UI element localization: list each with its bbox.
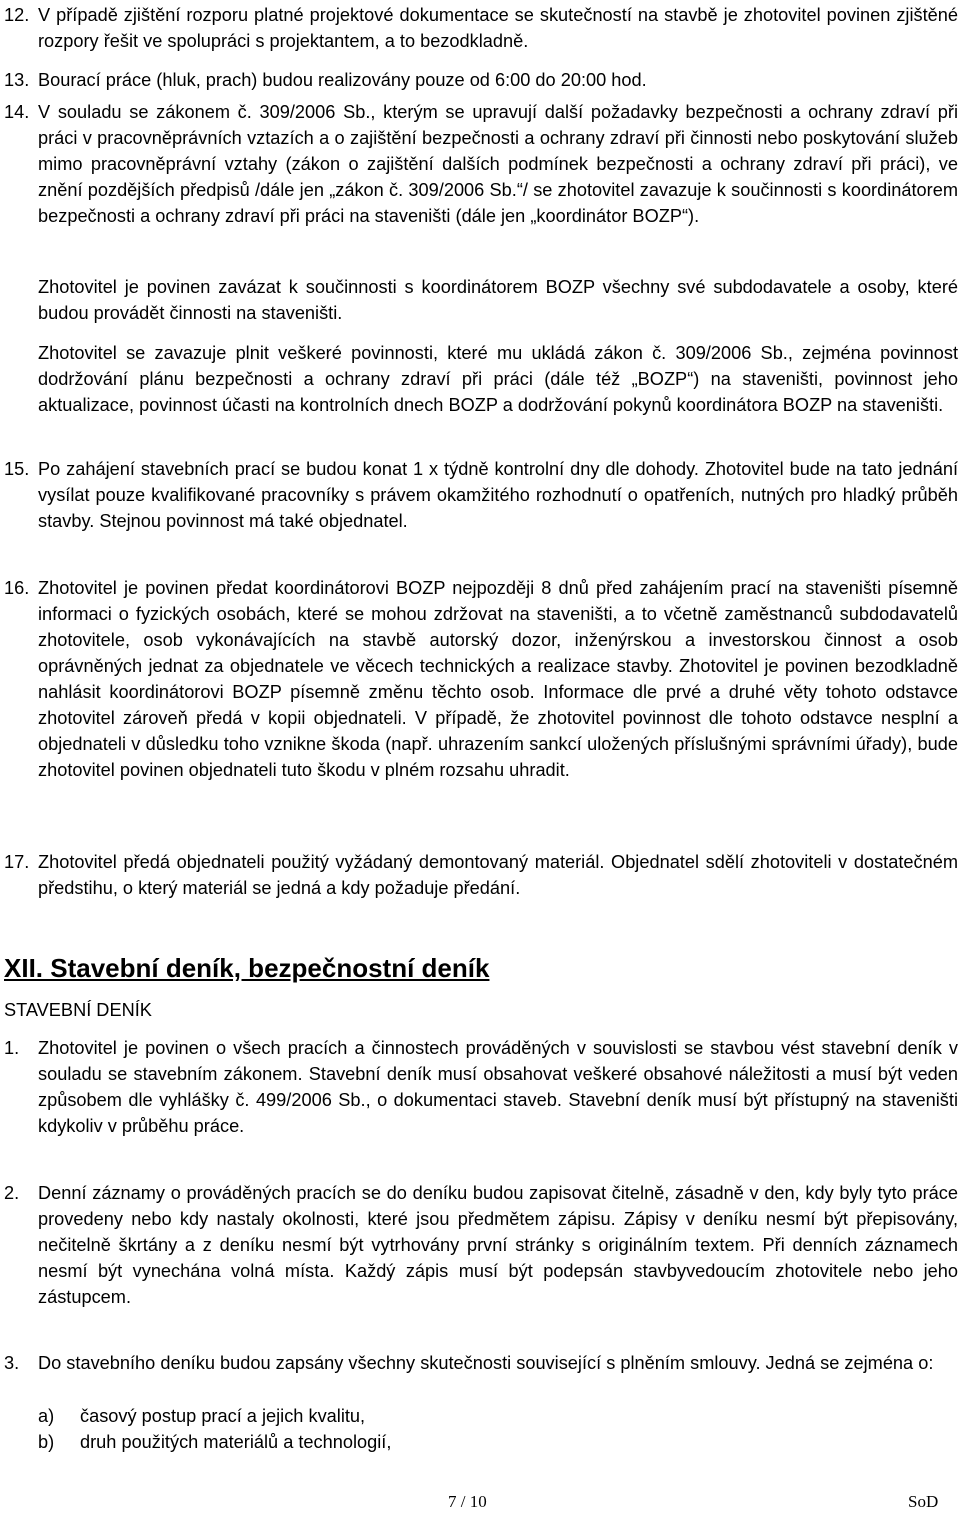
clause-text: Zhotovitel předá objednateli použitý vyžádaný demontovaný materiál. Objednatel sdělí zhotoviteli v dostatečném předstihu, o který materiál se jedná a kdy požaduje předání.: [38, 852, 958, 898]
section-heading: XII. Stavební deník, bezpečnostní deník: [4, 953, 490, 983]
clause-number: 1.: [4, 1038, 20, 1058]
clause-text: Do stavebního deníku budou zapsány všechny skutečnosti související s plněním smlouvy. Jedná se zejména o:: [38, 1353, 934, 1373]
diary-clause-3: [4, 1350, 958, 1376]
clause-text: Bourací práce (hluk, prach) budou realizovány pouze od 6:00 do 20:00 hod.: [38, 70, 647, 90]
clause-text: V případě zjištění rozporu platné projektové dokumentace se skutečností na stavbě je zhotovitel povinen zjištěné rozpory řešit ve spolupráci s projektantem, a to bezodkladně.: [38, 5, 958, 51]
clause-number: 15.: [4, 459, 30, 479]
clause-number: 17.: [4, 852, 30, 872]
clause-number: 12.: [4, 5, 30, 25]
clause-14-paragraph-3: Zhotovitel se zavazuje plnit veškeré povinnosti, které mu ukládá zákon č. 309/2006 Sb., zejména povinnost dodržování plánu bezpečnosti a ochrany zdraví při práci (dále též „BOZP“) na staveništi, povinnost jeho aktualizace, povinnost účasti na kontrolních dnech BOZP a dodržování pokynů koordinátora BOZP na staveništi.: [38, 343, 958, 415]
document-abbreviation: SoD: [908, 1492, 939, 1511]
clause-14-paragraph-2: Zhotovitel je povinen zavázat k součinnosti s koordinátorem BOZP všechny své subdodavatele a osoby, které budou provádět činnosti na staveništi.: [38, 277, 958, 323]
sub-item-a: [38, 1403, 958, 1429]
sub-item-letter: b): [38, 1432, 55, 1452]
clause-13: [4, 67, 958, 93]
clause-text: V souladu se zákonem č. 309/2006 Sb., kterým se upravují další požadavky bezpečnosti a ochrany zdraví při práci v pracovněprávních vztazích a o zajištění bezpečnosti a ochrany zdraví při činnosti nebo poskytování služeb mimo pracovněprávní vztahy (zákon o zajištění dalších podmínek bezpečnosti a ochrany zdraví při práci), ve znění pozdějších předpisů /dále jen „zákon č. 309/2006 Sb.“/ se zhotovitel zavazuje k součinnosti s koordinátorem bezpečnosti a ochrany zdraví při práci na staveništi (dále jen „koordinátor BOZP“).: [38, 102, 958, 226]
diary-clause-2: [4, 1180, 958, 1310]
clause-number: 13.: [4, 70, 30, 90]
clause-16: [4, 575, 958, 783]
clause-12: [4, 2, 958, 54]
clause-text: Zhotovitel je povinen o všech pracích a činnostech prováděných v souvislosti se stavbou vést stavební deník v souladu se stavebním zákonem. Stavební deník musí obsahovat veškeré obsahové náležitosti a musí být veden způsobem dle vyhlášky č. 499/2006 Sb., o dokumentaci staveb. Stavební deník musí být přístupný na staveništi kdykoliv v průběhu práce.: [38, 1038, 958, 1136]
clause-text: Zhotovitel je povinen předat koordinátorovi BOZP nejpozději 8 dnů před zahájením prací na staveništi písemně informaci o fyzických osobách, které se mohou zdržovat na staveništi, a to včetně zaměstnanců subdodavatelů zhotovitele, osob vykonávajících na stavbě autorský dozor, inženýrskou a investorskou činnost a osob oprávněných jednat za objednatele ve věcech technických a realizace stavby. Zhotovitel je povinen bezodkladně nahlásit koordinátorovi BOZP písemně změnu těchto osob. Informace dle prvé a druhé věty tohoto odstavce zhotovitel zároveň předá v kopii objednateli. V případě, že zhotovitel povinnost dle tohoto odstavce nesplní a objednateli v důsledku toho vznikne škoda (např. uhrazením sankcí uložených příslušnými správními úřady), bude zhotovitel povinen objednateli tuto škodu v plném rozsahu uhradit.: [38, 578, 958, 780]
sub-item-b: [38, 1429, 958, 1455]
clause-number: 14.: [4, 102, 30, 122]
subheading: STAVEBNÍ DENÍK: [4, 1000, 152, 1020]
clause-14: [4, 99, 958, 229]
clause-number: 3.: [4, 1353, 20, 1373]
clause-number: 16.: [4, 578, 30, 598]
page-number: 7 / 10: [448, 1492, 487, 1511]
clause-15: [4, 456, 958, 534]
clause-17: [4, 849, 958, 901]
clause-text: Denní záznamy o prováděných pracích se do deníku budou zapisovat čitelně, zásadně v den, kdy byly tyto práce provedeny nebo kdy nastaly okolnosti, které jsou předmětem zápisu. Zápisy v deníku nesmí být přepisovány, nečitelně škrtány a z deníku nesmí být vytrhovány první stránky s originálním textem. Při denních záznamech nesmí být vynechána volná místa. Každý zápis musí být podepsán stavbyvedoucím zhotovitele nebo jeho zástupcem.: [38, 1183, 958, 1307]
diary-clause-1: [4, 1035, 958, 1139]
clause-number: 2.: [4, 1183, 20, 1203]
sub-item-text: časový postup prací a jejich kvalitu,: [80, 1406, 366, 1426]
sub-item-text: druh použitých materiálů a technologií,: [80, 1432, 392, 1452]
sub-item-letter: a): [38, 1406, 55, 1426]
clause-text: Po zahájení stavebních prací se budou konat 1 x týdně kontrolní dny dle dohody. Zhotovitel bude na tato jednání vysílat pouze kvalifikované pracovníky s právem okamžitého rozhodnutí o opatřeních, nutných pro hladký průběh stavby. Stejnou povinnost má také objednatel.: [38, 459, 958, 531]
